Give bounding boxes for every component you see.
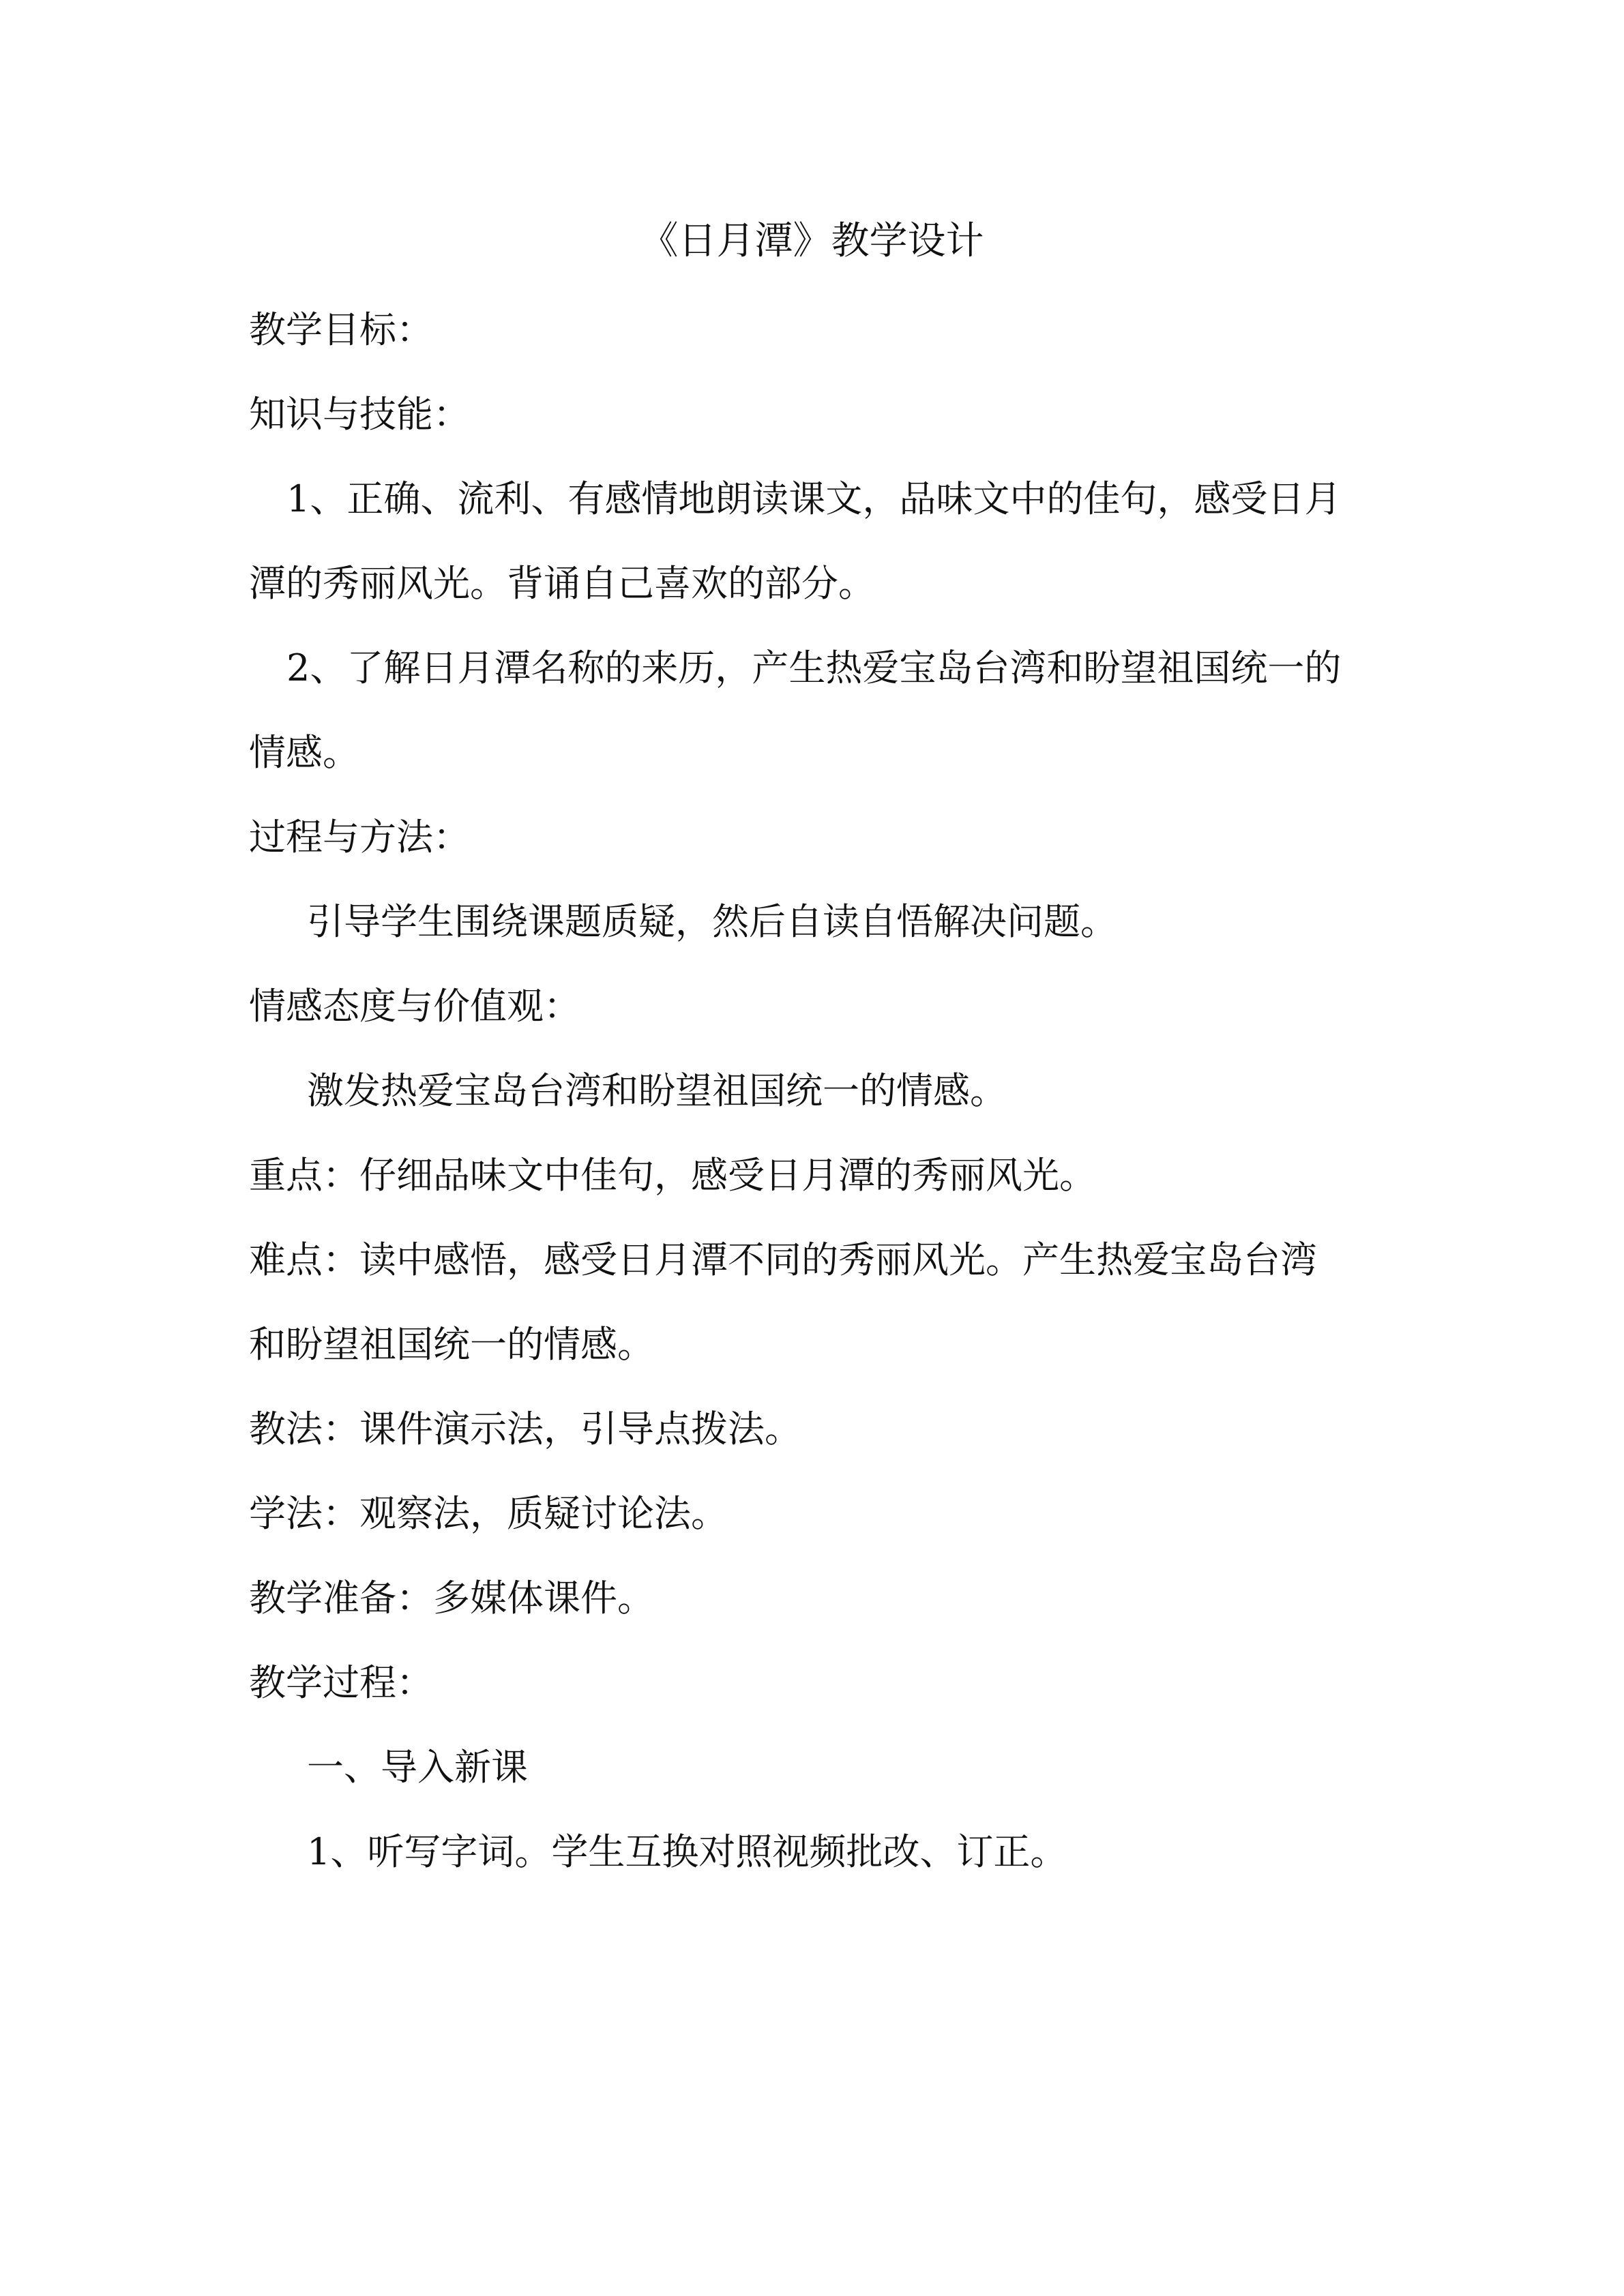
teaching-preparation: 教学准备：多媒体课件。 [249,1577,654,1620]
heading-process-methods: 过程与方法： [249,816,470,859]
process-methods-text: 引导学生围绕课题质疑，然后自读自悟解决问题。 [307,900,1117,943]
heading-teaching-goals: 教学目标： [249,308,433,351]
key-points: 重点：仔细品味文中佳句，感受日月潭的秀丽风光。 [249,1154,1096,1197]
document-title: 《日月潭》教学设计 [640,219,984,263]
heading-emotion-values: 情感态度与价值观： [249,985,580,1028]
difficult-points-line-1: 难点：读中感悟，感受日月潭不同的秀丽风光。产生热爱宝岛台湾 [249,1238,1317,1281]
goal-item-1-line-2: 潭的秀丽风光。背诵自己喜欢的部分。 [249,562,875,605]
goal-item-2-line-2: 情感。 [249,731,359,774]
learning-method: 学法：观察法，质疑讨论法。 [249,1492,728,1535]
section-one-heading: 一、导入新课 [307,1746,528,1789]
goal-item-1-line-1: 1、正确、流利、有感情地朗读课文，品味文中的佳句，感受日月 [286,477,1342,520]
difficult-points-line-2: 和盼望祖国统一的情感。 [249,1323,654,1366]
emotion-values-text: 激发热爱宝岛台湾和盼望祖国统一的情感。 [307,1069,1007,1112]
teaching-method: 教法：课件演示法，引导点拨法。 [249,1407,801,1450]
heading-teaching-process: 教学过程： [249,1661,433,1704]
process-step-1: 1、听写字词。学生互换对照视频批改、订正。 [307,1830,1067,1873]
goal-item-2-line-1: 2、了解日月潭名称的来历，产生热爱宝岛台湾和盼望祖国统一的 [286,646,1342,689]
heading-knowledge-skills: 知识与技能： [249,393,470,436]
